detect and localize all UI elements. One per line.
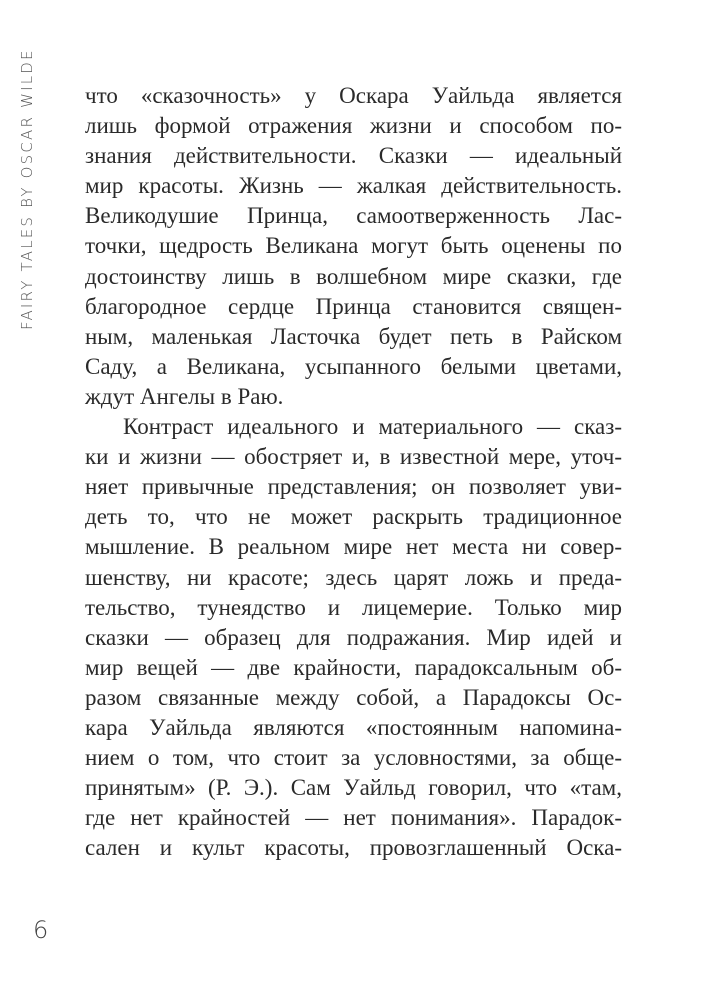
text-line: Контраст идеального и материального — сказ- — [123, 414, 622, 440]
text-line: достоинству лишь в волшебном мире сказки, где — [85, 263, 622, 289]
text-line: нием о том, что стоит за условностями, за обще- — [85, 745, 622, 771]
text-line: что «сказочность» у Оскара Уайльда является — [85, 83, 622, 108]
text-line: ным, маленькая Ласточка будет петь в Райском — [85, 323, 622, 349]
text-line: разом связанные между собой, а Парадоксы Ос- — [85, 684, 622, 710]
paragraph — [85, 412, 622, 863]
text-line: мышление. В реальном мире нет места ни совер- — [85, 534, 622, 560]
text-line: Великодушие Принца, самоотверженность Лас- — [85, 203, 622, 229]
running-header: FAIRY TALES BY OSCAR WILDE — [18, 48, 36, 330]
text-line: мир вещей — две крайности, парадоксальным об- — [85, 654, 622, 680]
text-line: принятым» (Р. Э.). Сам Уайльд говорил, что «там, — [85, 775, 622, 801]
text-line: ждут Ангелы в Раю. — [85, 383, 284, 409]
text-line: деть то, что не может раскрыть традиционное — [85, 504, 622, 530]
text-line: где нет крайностей — нет понимания». Парадок- — [85, 805, 622, 831]
text-line: няет привычные представления; он позволяет уви- — [85, 474, 622, 500]
page-number: 6 — [33, 916, 49, 944]
text-line: знания действительности. Сказки — идеальный — [85, 143, 622, 169]
body-text — [85, 81, 622, 863]
text-line: Саду, а Великана, усыпанного белыми цветами, — [85, 353, 622, 379]
text-line: сказки — образец для подражания. Мир идей и — [85, 624, 622, 650]
text-line: сален и культ красоты, провозглашенный Оска- — [85, 835, 622, 861]
text-line: ки и жизни — обостряет и, в известной мере, уточ- — [85, 444, 622, 470]
text-line: лишь формой отражения жизни и способом по- — [85, 113, 622, 139]
text-line: тельство, тунеядство и лицемерие. Только мир — [85, 594, 622, 620]
text-line: кара Уайльда являются «постоянным напомина- — [85, 714, 622, 740]
text-line: точки, щедрость Великана могут быть оценены по — [85, 233, 622, 259]
text-line: благородное сердце Принца становится священ- — [85, 293, 622, 319]
text-line: шенству, ни красоте; здесь царят ложь и преда- — [85, 564, 622, 590]
text-line: мир красоты. Жизнь — жалкая действительность. — [85, 173, 622, 199]
paragraph — [85, 81, 622, 412]
